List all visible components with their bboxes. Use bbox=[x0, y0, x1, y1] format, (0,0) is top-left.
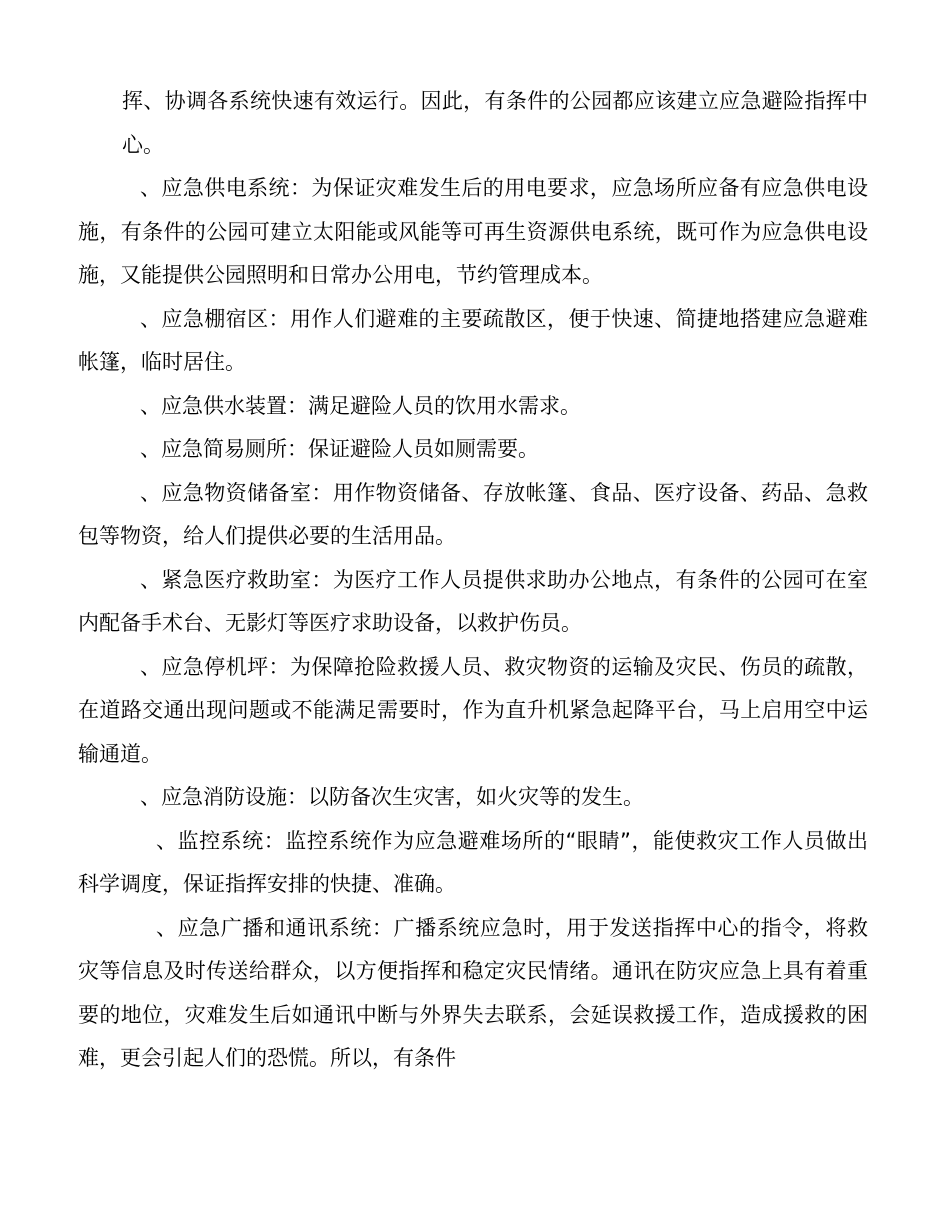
paragraph-emergency-power: 、应急供电系统：为保证灾难发生后的用电要求，应急场所应备有应急供电设施，有条件的公园可建立太阳能或风能等可再生资源供电系统，既可作为应急供电设施，又能提供公园照明和日常办公用电，节约管理成本。 bbox=[78, 176, 868, 287]
paragraph-monitoring: 、监控系统：监控系统作为应急避难场所的“眼睛”，能使救灾工作人员做出科学调度，保证指挥安排的快捷、准确。 bbox=[78, 828, 868, 896]
paragraph-shelter-area: 、应急棚宿区：用作人们避难的主要疏散区，便于快速、简捷地搭建应急避难帐篷，临时居住。 bbox=[78, 306, 868, 374]
paragraph-command-center: 挥、协调各系统快速有效运行。因此，有条件的公园都应该建立应急避险指挥中心。 bbox=[122, 89, 868, 157]
paragraph-broadcast-comms: 、应急广播和通讯系统：广播系统应急时，用于发送指挥中心的指令，将救灾等信息及时传送给群众，以方便指挥和稳定灾民情绪。通讯在防灾应急上具有着重要的地位，灾难发生后如通讯中断与外界失去联系，会延误救援工作，造成援救的困难，更会引起人们的恐慌。所以，有条件 bbox=[78, 915, 868, 1070]
paragraph-water-supply: 、应急供水装置：满足避险人员的饮用水需求。 bbox=[140, 393, 581, 418]
paragraph-helipad: 、应急停机坪：为保障抢险救援人员、救灾物资的运输及灾民、伤员的疏散，在道路交通出现问题或不能满足需要时，作为直升机紧急起降平台，马上启用空中运输通道。 bbox=[78, 654, 868, 766]
paragraph-supply-storage: 、应急物资储备室：用作物资储备、存放帐篷、食品、医疗设备、药品、急救包等物资，给人们提供必要的生活用品。 bbox=[78, 480, 868, 548]
document-body bbox=[78, 80, 868, 1081]
paragraph-fire-facilities: 、应急消防设施：以防备次生灾害，如火灾等的发生。 bbox=[140, 785, 644, 809]
paragraph-toilets: 、应急简易厕所：保证避险人员如厕需要。 bbox=[140, 437, 539, 461]
paragraph-medical-room: 、紧急医疗救助室：为医疗工作人员提供求助办公地点，有条件的公园可在室内配备手术台、无影灯等医疗求助设备，以救护伤员。 bbox=[78, 567, 868, 635]
